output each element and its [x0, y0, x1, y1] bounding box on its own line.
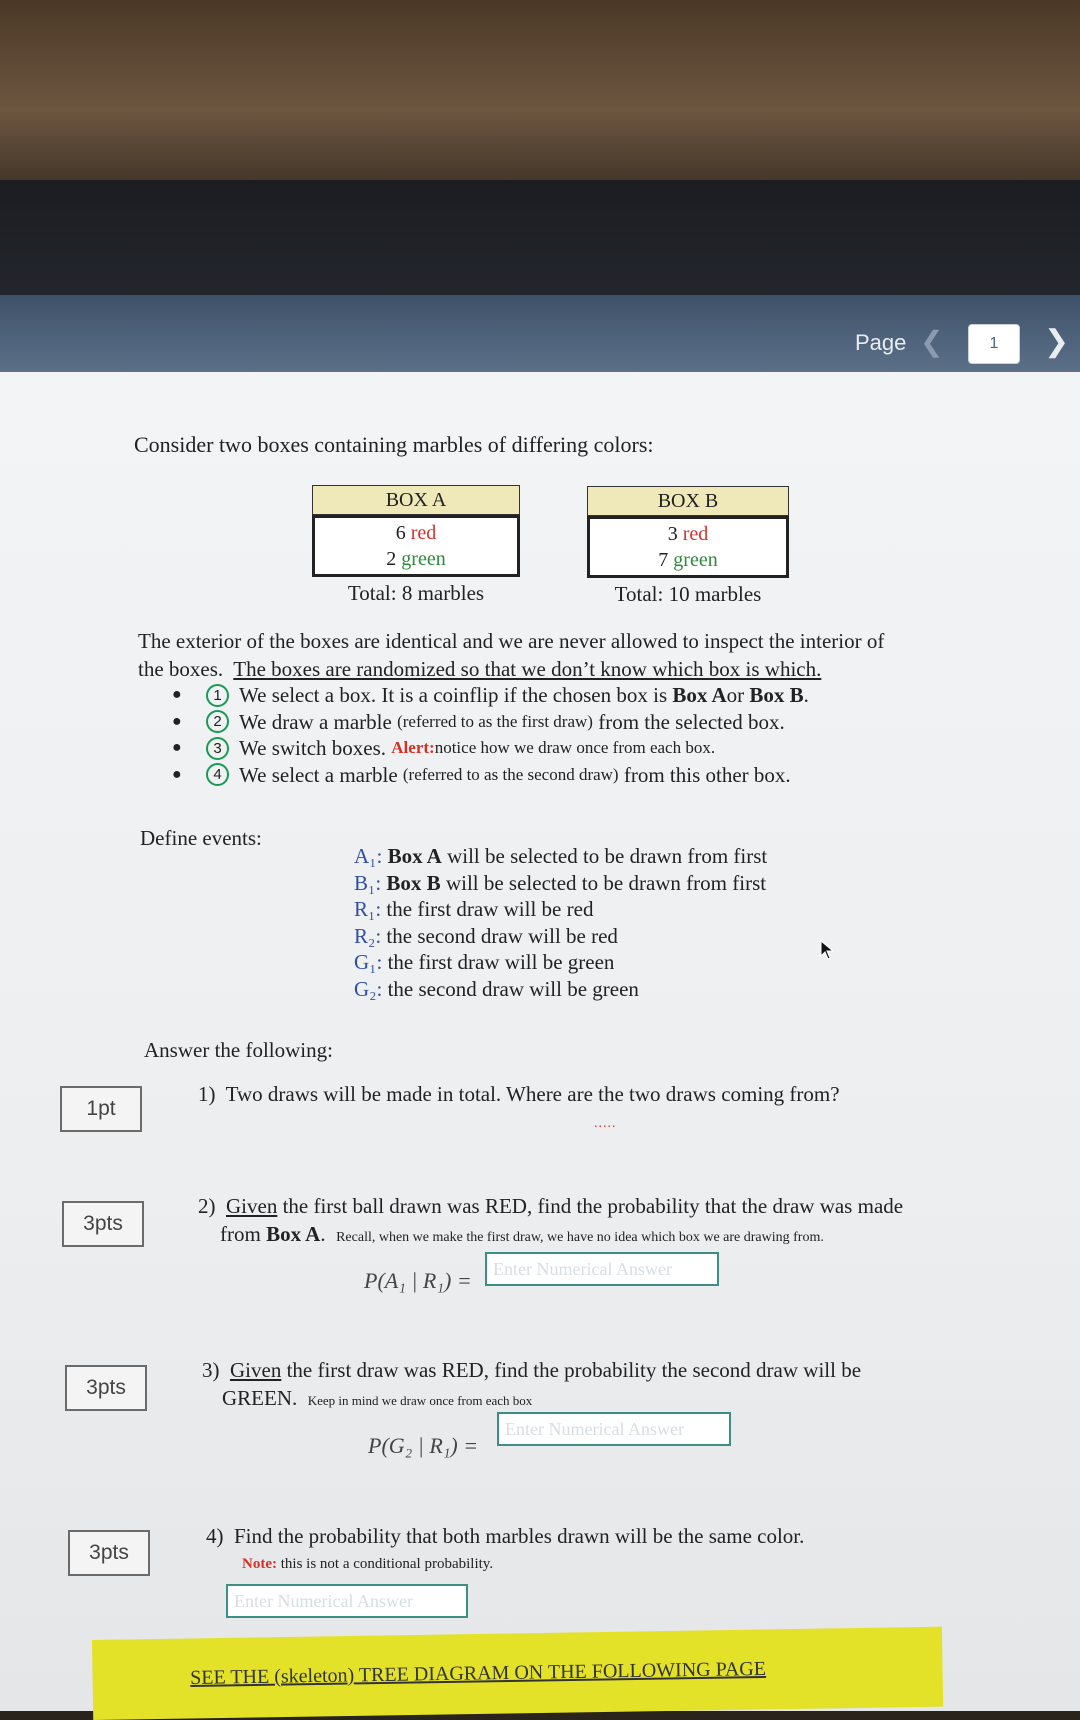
- q1-points-badge: 1pt: [60, 1086, 142, 1132]
- page-label: Page: [855, 330, 907, 355]
- mouse-cursor-icon: [820, 940, 834, 960]
- box-b-contents: 3 red 7 green: [587, 516, 789, 578]
- page-number-input[interactable]: [968, 324, 1020, 364]
- step-number: 1: [206, 684, 229, 707]
- q3-formula: P(G₂ | R₁) =: [368, 1433, 479, 1458]
- box-a-total: Total: 8 marbles: [347, 581, 485, 605]
- monitor-bezel: [0, 180, 1080, 300]
- q1-answer-dots[interactable]: .....: [594, 1116, 617, 1131]
- intro-text: Consider two boxes containing marbles of differing colors:: [134, 432, 654, 457]
- list-item: R₂: the second draw will be red: [354, 923, 618, 948]
- steps-list: [172, 682, 809, 788]
- events-list: [354, 843, 767, 1002]
- box-b-table: [587, 486, 789, 607]
- list-item: ● 2 We draw a marble (referred to as the first draw) from the selected box.: [172, 709, 785, 734]
- box-b-total: Total: 10 marbles: [614, 582, 762, 606]
- footer-note: SEE THE (skeleton) TREE DIAGRAM ON THE FOLLOWING PAGE: [190, 1657, 767, 1689]
- q3-answer-input[interactable]: Enter Numerical Answer: [497, 1412, 731, 1446]
- step-number: 4: [206, 763, 229, 786]
- chevron-left-icon[interactable]: ❮: [920, 326, 944, 357]
- list-item: B₁: Box B will be selected to be drawn from first: [354, 870, 767, 895]
- box-a-table: [312, 485, 520, 606]
- list-item: A₁: Box A will be selected to be drawn from first: [354, 844, 768, 868]
- box-a-title: BOX A: [312, 485, 520, 515]
- viewer-toolbar: [0, 295, 1080, 375]
- q4-points-badge: 3pts: [68, 1530, 150, 1576]
- q3-points-badge: 3pts: [65, 1365, 147, 1411]
- list-item: ● 3 We switch boxes. Alert: notice how we draw once from each box.: [172, 736, 716, 760]
- q2-points-badge: 3pts: [62, 1201, 144, 1247]
- define-events-label: Define events:: [140, 826, 262, 850]
- list-item: ● 4 We select a marble (referred to as the second draw) from this other box.: [172, 762, 791, 787]
- question-4: 4) Find the probability that both marbles drawn will be the same color. Note: this is not a conditional probability.: [206, 1524, 805, 1572]
- step-number: 2: [206, 710, 229, 733]
- step-number: 3: [206, 737, 229, 760]
- question-1: 1) Two draws will be made in total. Where are the two draws coming from?: [198, 1082, 840, 1106]
- chevron-right-icon[interactable]: ❯: [1044, 325, 1070, 358]
- box-a-contents: 6 red 2 green: [312, 515, 520, 577]
- description-paragraph: The exterior of the boxes are identical and we are never allowed to inspect the interior of the boxes. The boxes are randomized so that we don’t know which box is which.: [138, 629, 885, 681]
- q4-answer-input[interactable]: Enter Numerical Answer: [226, 1584, 468, 1618]
- answer-following-label: Answer the following:: [144, 1038, 333, 1062]
- question-3: 3) Given the first draw was RED, find the probability the second draw will be GREEN. Keep in mind we draw once from each box: [202, 1358, 862, 1410]
- background-wall: [0, 0, 1080, 200]
- q2-answer-input[interactable]: Enter Numerical Answer: [485, 1252, 719, 1286]
- q2-formula: P(A₁ | R₁) =: [364, 1268, 472, 1293]
- list-item: G₁: the first draw will be green: [354, 950, 615, 974]
- list-item: G₂: the second draw will be green: [354, 976, 639, 1001]
- box-b-title: BOX B: [587, 486, 789, 516]
- question-2: 2) Given the first ball drawn was RED, find the probability that the draw was made from Box A. Recall, when we make the first draw, we have no idea which box we are drawing from.: [198, 1194, 904, 1246]
- list-item: R₁: the first draw will be red: [354, 897, 594, 921]
- list-item: ● 1 We select a box. It is a coinflip if the chosen box is Box A or Box B .: [172, 683, 809, 707]
